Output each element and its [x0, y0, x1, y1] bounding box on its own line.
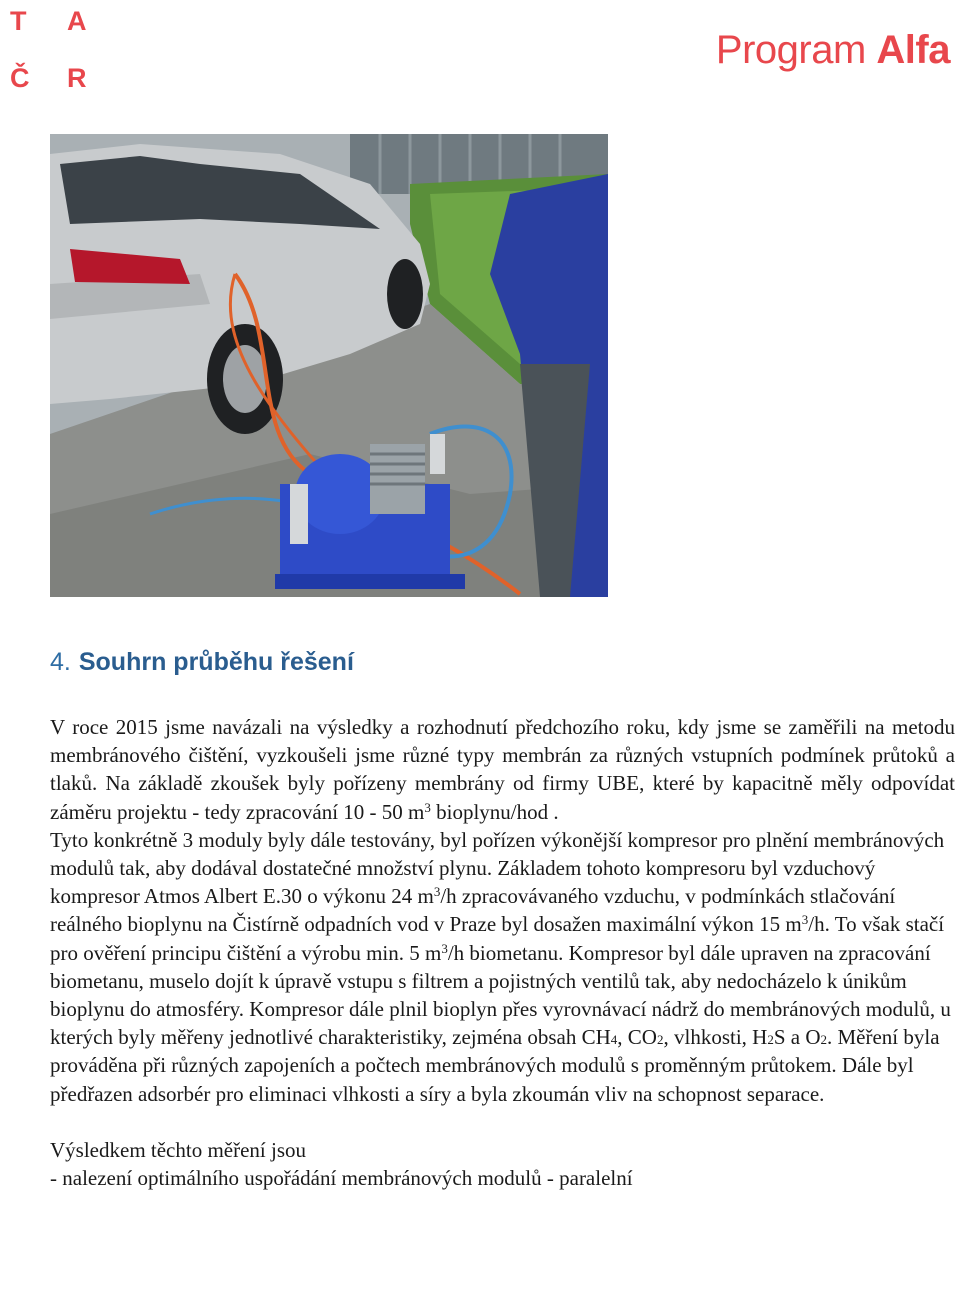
p2-text-c: /h. To však stačí pro ověření principu čištění a výrobu min. 5 m: [50, 912, 945, 965]
p2-sub4: 2: [820, 1032, 827, 1048]
p2-text-b: /h zpracovávaného vzduchu, v podmínkách stlačování reálného bioplynu na Čistírně odpadních vod v Praze byl dosažen maximální výkon 15 m: [50, 884, 896, 937]
tacr-logo: [10, 8, 90, 92]
paragraph-1: [50, 713, 955, 826]
p1-text-b: bioplynu/hod .: [430, 799, 559, 824]
p2-text-h: . Měření byla prováděna při různých zapojeních a počtech membránových modulů s proměnným průtokem. Dále byl předřazen adsorbér pro eliminaci vlhkosti a síry a byla zkoumán vliv na schopnost separace.: [50, 1025, 940, 1106]
p2-text-a: Tyto konkrétně 3 moduly byly dále testovány, byl pořízen výkonější kompresor pro plnění membránových modulů tak, aby dodával dostatečné množství plynu. Základem tohoto kompresoru byl vzduchový kompresor Atmos Albert E.30 o výkonu 24 m: [50, 827, 945, 909]
body-text: [50, 713, 955, 1192]
section-number: 4.: [50, 648, 71, 676]
p2-text-g: S a O: [773, 1025, 821, 1050]
p1-sup: 3: [424, 799, 431, 815]
p2-text-f: , vlhkosti, H: [663, 1025, 768, 1050]
section-title: Souhrn průběhu řešení: [78, 648, 354, 676]
p2-text-d: /h biometanu. Kompresor byl dále upraven na zpracování biometanu, muselo dojít k úpravě vstupu s filtrem a pojistných ventilů tak, aby nedocházelo k únikům bioplynu do atmosféry. Kompresor dále plnil bioplyn přes vyrovnávací nádrž do membránových modulů, u kterých byly měřeny jednotlivé charakteristiky, zejména obsah CH: [50, 940, 951, 1050]
logo-letter-c: Č: [10, 63, 30, 93]
p2-sub1: 4: [610, 1032, 618, 1048]
program-alfa-logo: [716, 30, 950, 70]
logo-letter-t: T: [10, 6, 27, 36]
p2-text-e: , CO: [617, 1025, 657, 1050]
photo-illustration: [50, 134, 608, 597]
section-heading: [50, 648, 354, 677]
logo-letter-r: R: [67, 63, 87, 93]
p2-sup3: 3: [441, 940, 448, 956]
paragraph-gap: [50, 1108, 955, 1136]
results-intro: Výsledkem těchto měření jsou: [50, 1137, 307, 1162]
p1-text-a: V roce 2015 jsme navázali na výsledky a rozhodnutí předchozího roku, kdy jsme se zaměřili na metodu membránového čištění, vyzkoušeli jsme různé typy membrán za různých vstupních podmínek průtoků a tlaků. Na základě zkoušek byly pořízeny membrány od firmy UBE, které by kapacitně měly odpovídat záměru projektu - tedy zpracování 10 - 50 m: [50, 715, 955, 824]
p2-sub3: 2: [767, 1032, 774, 1048]
p2-sup2: 3: [801, 912, 809, 928]
paragraph-2: [50, 826, 955, 1108]
photo-compressor-car: [50, 134, 608, 597]
results-item-1: - nalezení optimálního uspořádání membránových modulů - paralelní: [50, 1166, 633, 1191]
logo-letter-a: A: [67, 6, 87, 36]
program-name: Alfa: [876, 28, 950, 72]
p2-sup1: 3: [433, 884, 441, 900]
program-prefix: Program: [715, 28, 877, 72]
p2-sub2: 2: [656, 1032, 664, 1048]
